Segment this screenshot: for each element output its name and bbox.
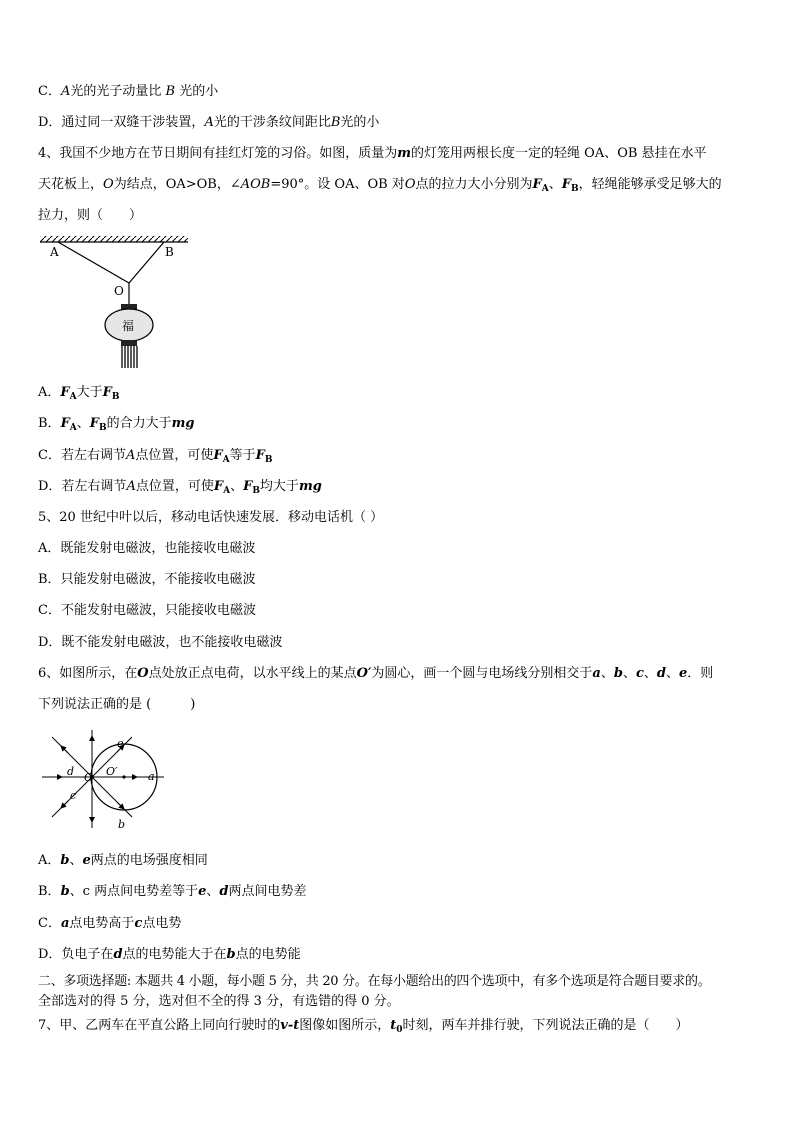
q7-stem: 7、甲、乙两车在平直公路上同向行驶时的v-t图像如图所示，$t_0$时刻，两车并排行驶，下列说法正确的是（ ） bbox=[38, 1018, 689, 1035]
rope-ob bbox=[129, 242, 164, 283]
q4-stem-line2: 天花板上，O为结点，OA>OB，∠AOB=90°。设 OA、OB 对O点的拉力大小分别为$F_A$、$F_B$，轻绳能够承受足够大的 bbox=[38, 177, 722, 194]
q5-option-b: B．只能发射电磁波，不能接收电磁波 bbox=[38, 572, 256, 587]
label-c: c bbox=[70, 789, 77, 802]
lantern-char: 福 bbox=[122, 319, 135, 333]
q6-option-a: A．b、e两点的电场强度相同 bbox=[38, 853, 208, 868]
q4-stem-line3: 拉力，则（ ） bbox=[38, 208, 143, 223]
q6-option-b: B．b、c 两点间电势差等于e、d两点间电势差 bbox=[38, 884, 307, 899]
electric-field-figure bbox=[38, 728, 174, 832]
section2-instructions-line1: 二、多项选择题: 本题共 4 小题，每小题 5 分，共 20 分。在每小题给出的四个选项中，有多个选项是符合题目要求的。 bbox=[38, 974, 711, 989]
lantern-tassel bbox=[122, 346, 137, 368]
q6-option-c: C．a点电势高于c点电势 bbox=[38, 916, 182, 931]
q6-stem-line1: 6、如图所示，在O点处放正点电荷，以水平线上的某点O′为圆心，画一个圆与电场线分别相交于a、b、c、d、e．则 bbox=[38, 666, 714, 681]
label-a: a bbox=[148, 770, 155, 783]
q6-stem-line2: 下列说法正确的是 ( ) bbox=[38, 697, 196, 712]
q3-option-c: C．A光的光子动量比 B 光的小 bbox=[38, 84, 219, 99]
label-b: b bbox=[118, 818, 126, 831]
q5-stem: 5、20 世纪中叶以后，移动电话快速发展．移动电话机（ ） bbox=[38, 510, 384, 525]
q5-option-d: D．既不能发射电磁波，也不能接收电磁波 bbox=[38, 635, 283, 650]
q4-option-d: D．若左右调节A点位置，可使$F_A$、$F_B$均大于mg bbox=[38, 479, 322, 496]
label-d: d bbox=[67, 765, 75, 778]
center-o-prime bbox=[122, 775, 125, 778]
label-a: A bbox=[50, 245, 59, 259]
label-b: B bbox=[165, 245, 174, 259]
q4-option-b: B．$F_A$、$F_B$的合力大于mg bbox=[38, 416, 195, 433]
q4-option-a: A．$F_A$大于$F_B$ bbox=[38, 385, 120, 402]
lantern-figure bbox=[38, 232, 198, 372]
q4-option-c: C．若左右调节A点位置，可使$F_A$等于$F_B$ bbox=[38, 448, 273, 465]
label-o-prime: O′ bbox=[106, 765, 118, 778]
q4-stem-line1: 4、我国不少地方在节日期间有挂红灯笼的习俗。如图，质量为m的灯笼用两根长度一定的轻绳 OA、OB 悬挂在水平 bbox=[38, 146, 707, 161]
q6-option-d: D．负电子在d点的电势能大于在b点的电势能 bbox=[38, 947, 301, 962]
lantern-base bbox=[121, 340, 137, 346]
label-o: O bbox=[84, 771, 94, 784]
label-e: e bbox=[117, 737, 124, 750]
rope-oa bbox=[58, 242, 129, 283]
q3-option-d: D．通过同一双缝干涉装置，A光的干涉条纹间距比B光的小 bbox=[38, 115, 380, 130]
q5-option-c: C．不能发射电磁波，只能接收电磁波 bbox=[38, 603, 256, 618]
ceiling-hatch bbox=[40, 236, 188, 242]
section2-instructions-line2: 全部选对的得 5 分，选对但不全的得 3 分，有选错的得 0 分。 bbox=[38, 994, 400, 1009]
label-o: O bbox=[114, 284, 124, 298]
q5-option-a: A．既能发射电磁波，也能接收电磁波 bbox=[38, 541, 256, 556]
